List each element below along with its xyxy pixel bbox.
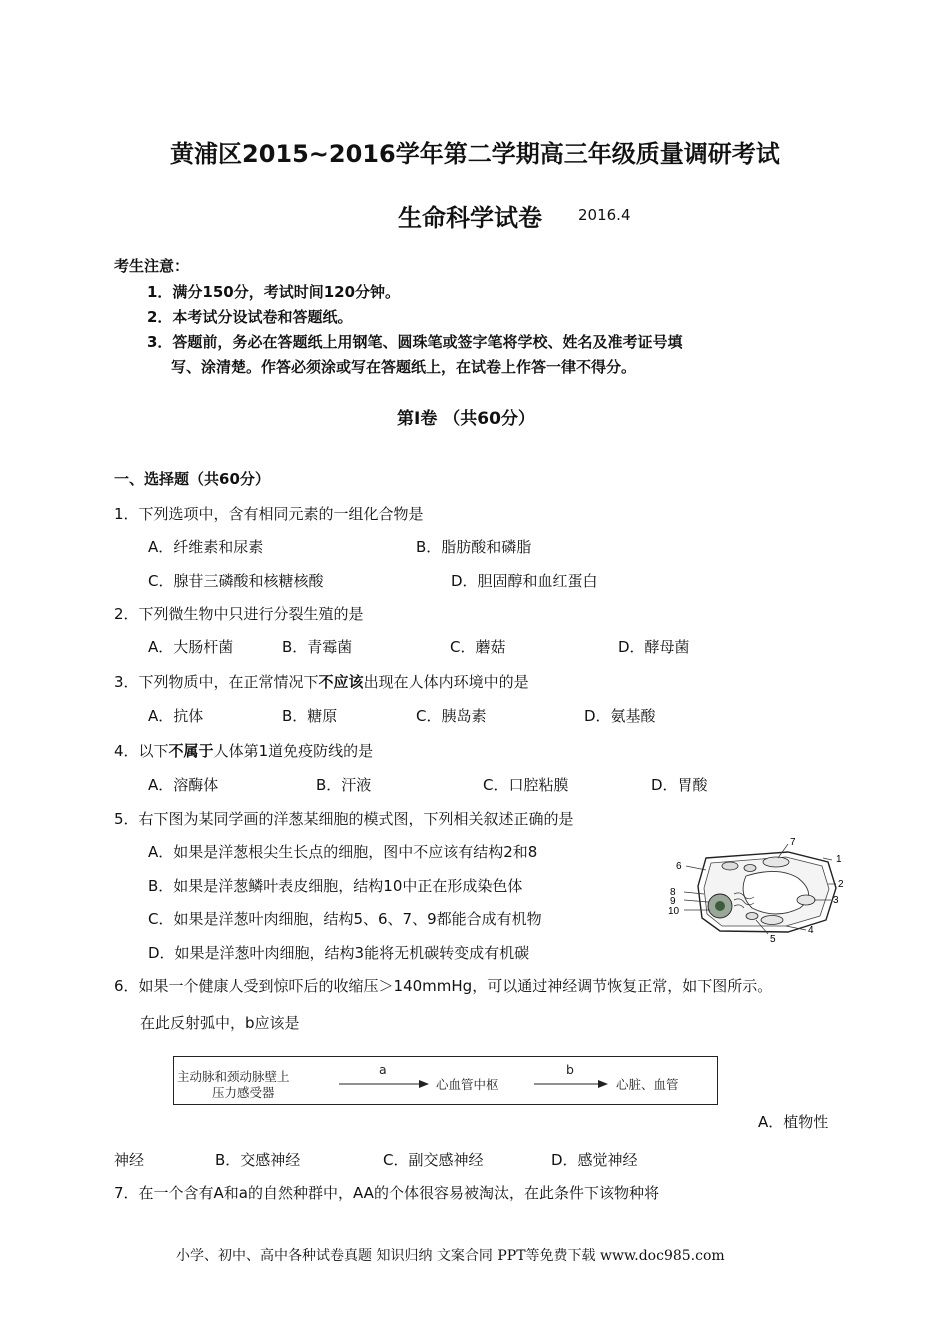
- option: A．植物性: [758, 1113, 829, 1131]
- question-stem: 5．右下图为某同学画的洋葱某细胞的模式图，下列相关叙述正确的是: [114, 810, 574, 828]
- exam-subtitle: 生命科学试卷: [398, 204, 542, 232]
- option: C．副交感神经: [383, 1151, 484, 1169]
- option: D．胆固醇和血红蛋白: [451, 572, 598, 590]
- option: B．青霉菌: [282, 638, 353, 656]
- notice-heading: 考生注意：: [114, 257, 190, 275]
- question-stem: [114, 671, 529, 692]
- option: B．如果是洋葱鳞叶表皮细胞，结构10中正在形成染色体: [148, 877, 523, 895]
- option: A．纤维素和尿素: [148, 538, 264, 556]
- option: C．蘑菇: [450, 638, 506, 656]
- notice-item: 3．答题前，务必在答题纸上用钢笔、圆珠笔或签字笔将学校、姓名及准考证号填: [147, 333, 683, 351]
- center-label: 心血管中枢: [436, 1077, 499, 1092]
- option: C．口腔粘膜: [483, 776, 569, 794]
- question-stem: 6．如果一个健康人受到惊吓后的收缩压＞140mmHg，可以通过神经调节恢复正常，如下图所示。: [114, 977, 773, 995]
- option: D．氨基酸: [584, 707, 656, 725]
- question-stem-continued: 在此反射弧中，b应该是: [140, 1014, 300, 1032]
- cell-label: 10: [668, 906, 680, 917]
- notice-item: 2．本考试分设试卷和答题纸。: [147, 308, 353, 326]
- notice-item: 1．满分150分，考试时间120分钟。: [147, 283, 401, 301]
- stem-text: 4．以下: [114, 742, 169, 760]
- arrow-b-label: b: [566, 1062, 574, 1077]
- question-stem: 7．在一个含有A和a的自然种群中，AA的个体很容易被淘汰，在此条件下该物种将: [114, 1184, 659, 1202]
- section-title: 一、选择题（共60分）: [114, 470, 270, 488]
- option: C．胰岛素: [416, 707, 487, 725]
- stem-text: 人体第1道免疫防线的是: [213, 742, 374, 760]
- arrow-a: [339, 1079, 429, 1089]
- question-stem: 2．下列微生物中只进行分裂生殖的是: [114, 605, 364, 623]
- cell-label: 5: [770, 934, 776, 945]
- cell-label: 8: [670, 887, 676, 898]
- cell-label: 1: [836, 854, 842, 865]
- receptor-label: 主动脉和颈动脉壁上: [177, 1069, 290, 1084]
- exam-date: 2016.4: [578, 206, 631, 224]
- option-continued: 神经: [114, 1151, 145, 1169]
- cell-label: 6: [676, 861, 682, 872]
- cell-label: 2: [838, 879, 844, 890]
- stem-emphasis: 不属于: [168, 742, 214, 760]
- cell-label: 3: [833, 895, 839, 906]
- stem-emphasis: 不应该: [318, 673, 364, 691]
- option: D．如果是洋葱叶肉细胞，结构3能将无机碳转变成有机碳: [148, 944, 530, 962]
- arrow-b: [534, 1079, 608, 1089]
- option: A．大肠杆菌: [148, 638, 234, 656]
- notice-item: 写、涂清楚。作答必须涂或写在答题纸上，在试卷上作答一律不得分。: [171, 358, 637, 376]
- reflex-arc-diagram: [173, 1056, 718, 1105]
- question-stem: [114, 740, 373, 761]
- stem-text: 3．下列物质中，在正常情况下: [114, 673, 319, 691]
- question-stem: 1．下列选项中，含有相同元素的一组化合物是: [114, 505, 424, 523]
- option: A．抗体: [148, 707, 204, 725]
- cell-label: 7: [790, 837, 796, 848]
- option: C．如果是洋葱叶肉细胞，结构5、6、7、9都能合成有机物: [148, 910, 542, 928]
- option: D．胃酸: [651, 776, 708, 794]
- option: A．如果是洋葱根尖生长点的细胞，图中不应该有结构2和8: [148, 843, 538, 861]
- effector-label: 心脏、血管: [616, 1077, 679, 1092]
- plant-cell-diagram: [668, 836, 850, 946]
- cell-label: 4: [808, 925, 814, 936]
- option: D．酵母菌: [618, 638, 690, 656]
- page-footer: 小学、初中、高中各种试卷真题 知识归纳 文案合同 PPT等免费下载 www.doc985.com: [176, 1248, 725, 1264]
- option: C．腺苷三磷酸和核糖核酸: [148, 572, 324, 590]
- cell-label: 9: [670, 896, 676, 907]
- part-title: 第Ⅰ卷 （共60分）: [397, 409, 535, 429]
- exam-title: 黄浦区2015~2016学年第二学期高三年级质量调研考试: [170, 140, 780, 168]
- arrow-a-label: a: [379, 1062, 387, 1077]
- option: B．糖原: [282, 707, 338, 725]
- receptor-label-line2: 压力感受器: [212, 1085, 275, 1100]
- option: A．溶酶体: [148, 776, 219, 794]
- option: B．汗液: [316, 776, 372, 794]
- option: B．脂肪酸和磷脂: [416, 538, 532, 556]
- stem-text: 出现在人体内环境中的是: [363, 673, 529, 691]
- option: B．交感神经: [215, 1151, 301, 1169]
- option: D．感觉神经: [551, 1151, 638, 1169]
